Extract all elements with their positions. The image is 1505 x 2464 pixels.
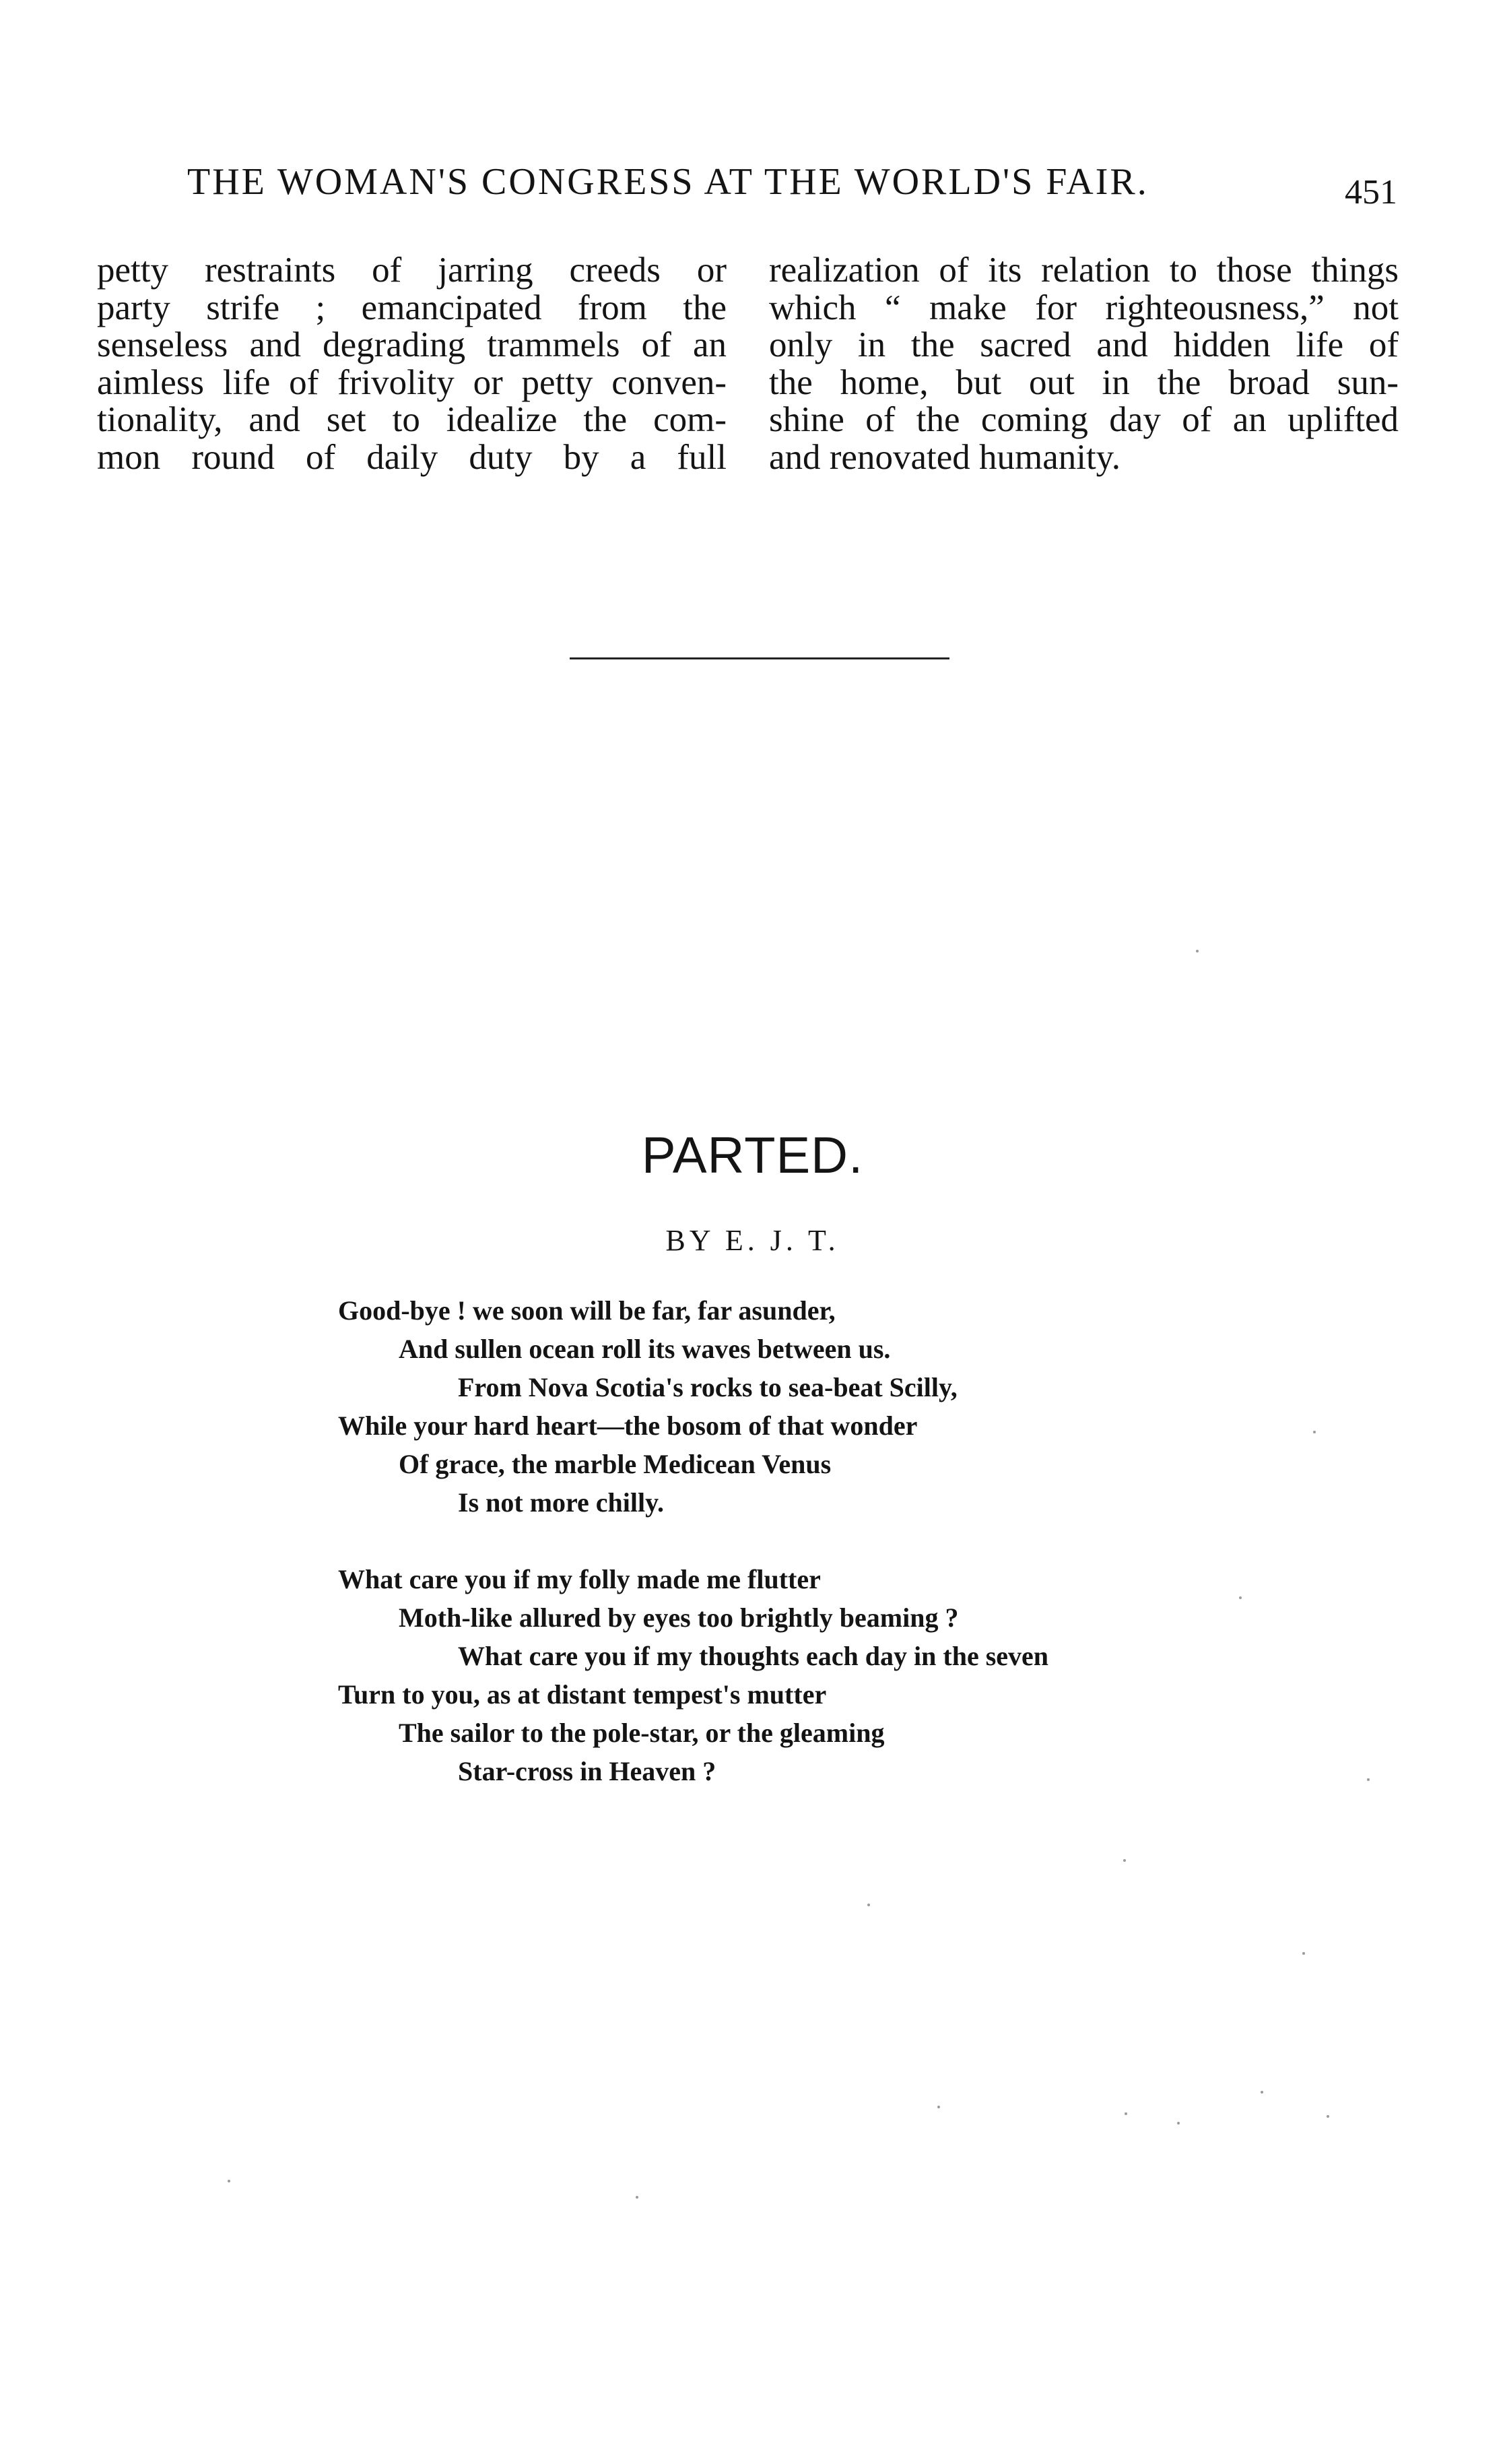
poem-verse: Moth-like allured by eyes too brightly beaming ?	[399, 1602, 959, 1633]
scan-speck	[1177, 2122, 1180, 2125]
text-line: aimless life of frivolity or petty conven-	[97, 362, 727, 402]
text-line: petty restraints of jarring creeds or	[97, 251, 727, 290]
text-line: and renovated humanity.	[769, 437, 1121, 477]
running-header-title: THE WOMAN'S CONGRESS AT THE WORLD'S FAIR.	[187, 161, 1149, 203]
scan-speck	[1327, 2115, 1329, 2118]
scan-speck	[867, 1904, 870, 1906]
scan-speck	[1239, 1596, 1242, 1599]
scan-speck	[1313, 1431, 1316, 1433]
text-line: party strife ; emancipated from the	[97, 288, 727, 327]
text-line: the home, but out in the broad sun-	[769, 362, 1399, 402]
text-line: mon round of daily duty by a full	[97, 437, 727, 477]
text-line: tionality, and set to idealize the com-	[97, 400, 727, 439]
poem-verse: What care you if my thoughts each day in the seven	[458, 1641, 1049, 1671]
poem-verse: Of grace, the marble Medicean Venus	[399, 1449, 832, 1479]
text-line: senseless and degrading trammels of an	[97, 325, 727, 364]
article-right-column	[769, 252, 1399, 476]
poem-verse: While your hard heart—the bosom of that wonder	[338, 1411, 918, 1441]
text-line: realization of its relation to those things	[769, 251, 1399, 290]
scan-speck	[1123, 1859, 1126, 1862]
scan-speck	[1125, 2112, 1127, 2115]
poem-verse: Star-cross in Heaven ?	[458, 1756, 716, 1786]
page-number: 451	[1345, 173, 1397, 212]
scan-speck	[1196, 950, 1199, 952]
scan-speck	[636, 2196, 638, 2199]
section-divider	[570, 657, 949, 659]
text-line: only in the sacred and hidden life of	[769, 325, 1399, 364]
article-left-column	[97, 252, 727, 476]
poem-stanza-1	[0, 1291, 1505, 1522]
scan-speck	[1302, 1952, 1305, 1955]
poem-verse: Good-bye ! we soon will be far, far asunder,	[338, 1295, 836, 1326]
scan-speck	[228, 2180, 230, 2182]
poem-verse: From Nova Scotia's rocks to sea-beat Scilly,	[458, 1372, 958, 1402]
text-line: which “ make for righteousness,” not	[769, 288, 1399, 327]
scan-speck	[1367, 1778, 1370, 1781]
poem-verse: The sailor to the pole-star, or the gleaming	[399, 1718, 885, 1748]
poem-verse: And sullen ocean roll its waves between us.	[399, 1334, 891, 1364]
poem-verse: What care you if my folly made me flutter	[338, 1564, 821, 1594]
scan-speck	[1261, 2091, 1263, 2094]
scan-speck	[937, 2106, 940, 2108]
poem-title: PARTED.	[641, 1127, 864, 1184]
text-line: shine of the coming day of an uplifted	[769, 400, 1399, 439]
poem-stanza-2	[0, 1560, 1505, 1790]
poem-byline: BY E. J. T.	[665, 1224, 840, 1257]
poem-verse: Turn to you, as at distant tempest's mutter	[338, 1679, 827, 1710]
poem-verse: Is not more chilly.	[458, 1487, 664, 1518]
